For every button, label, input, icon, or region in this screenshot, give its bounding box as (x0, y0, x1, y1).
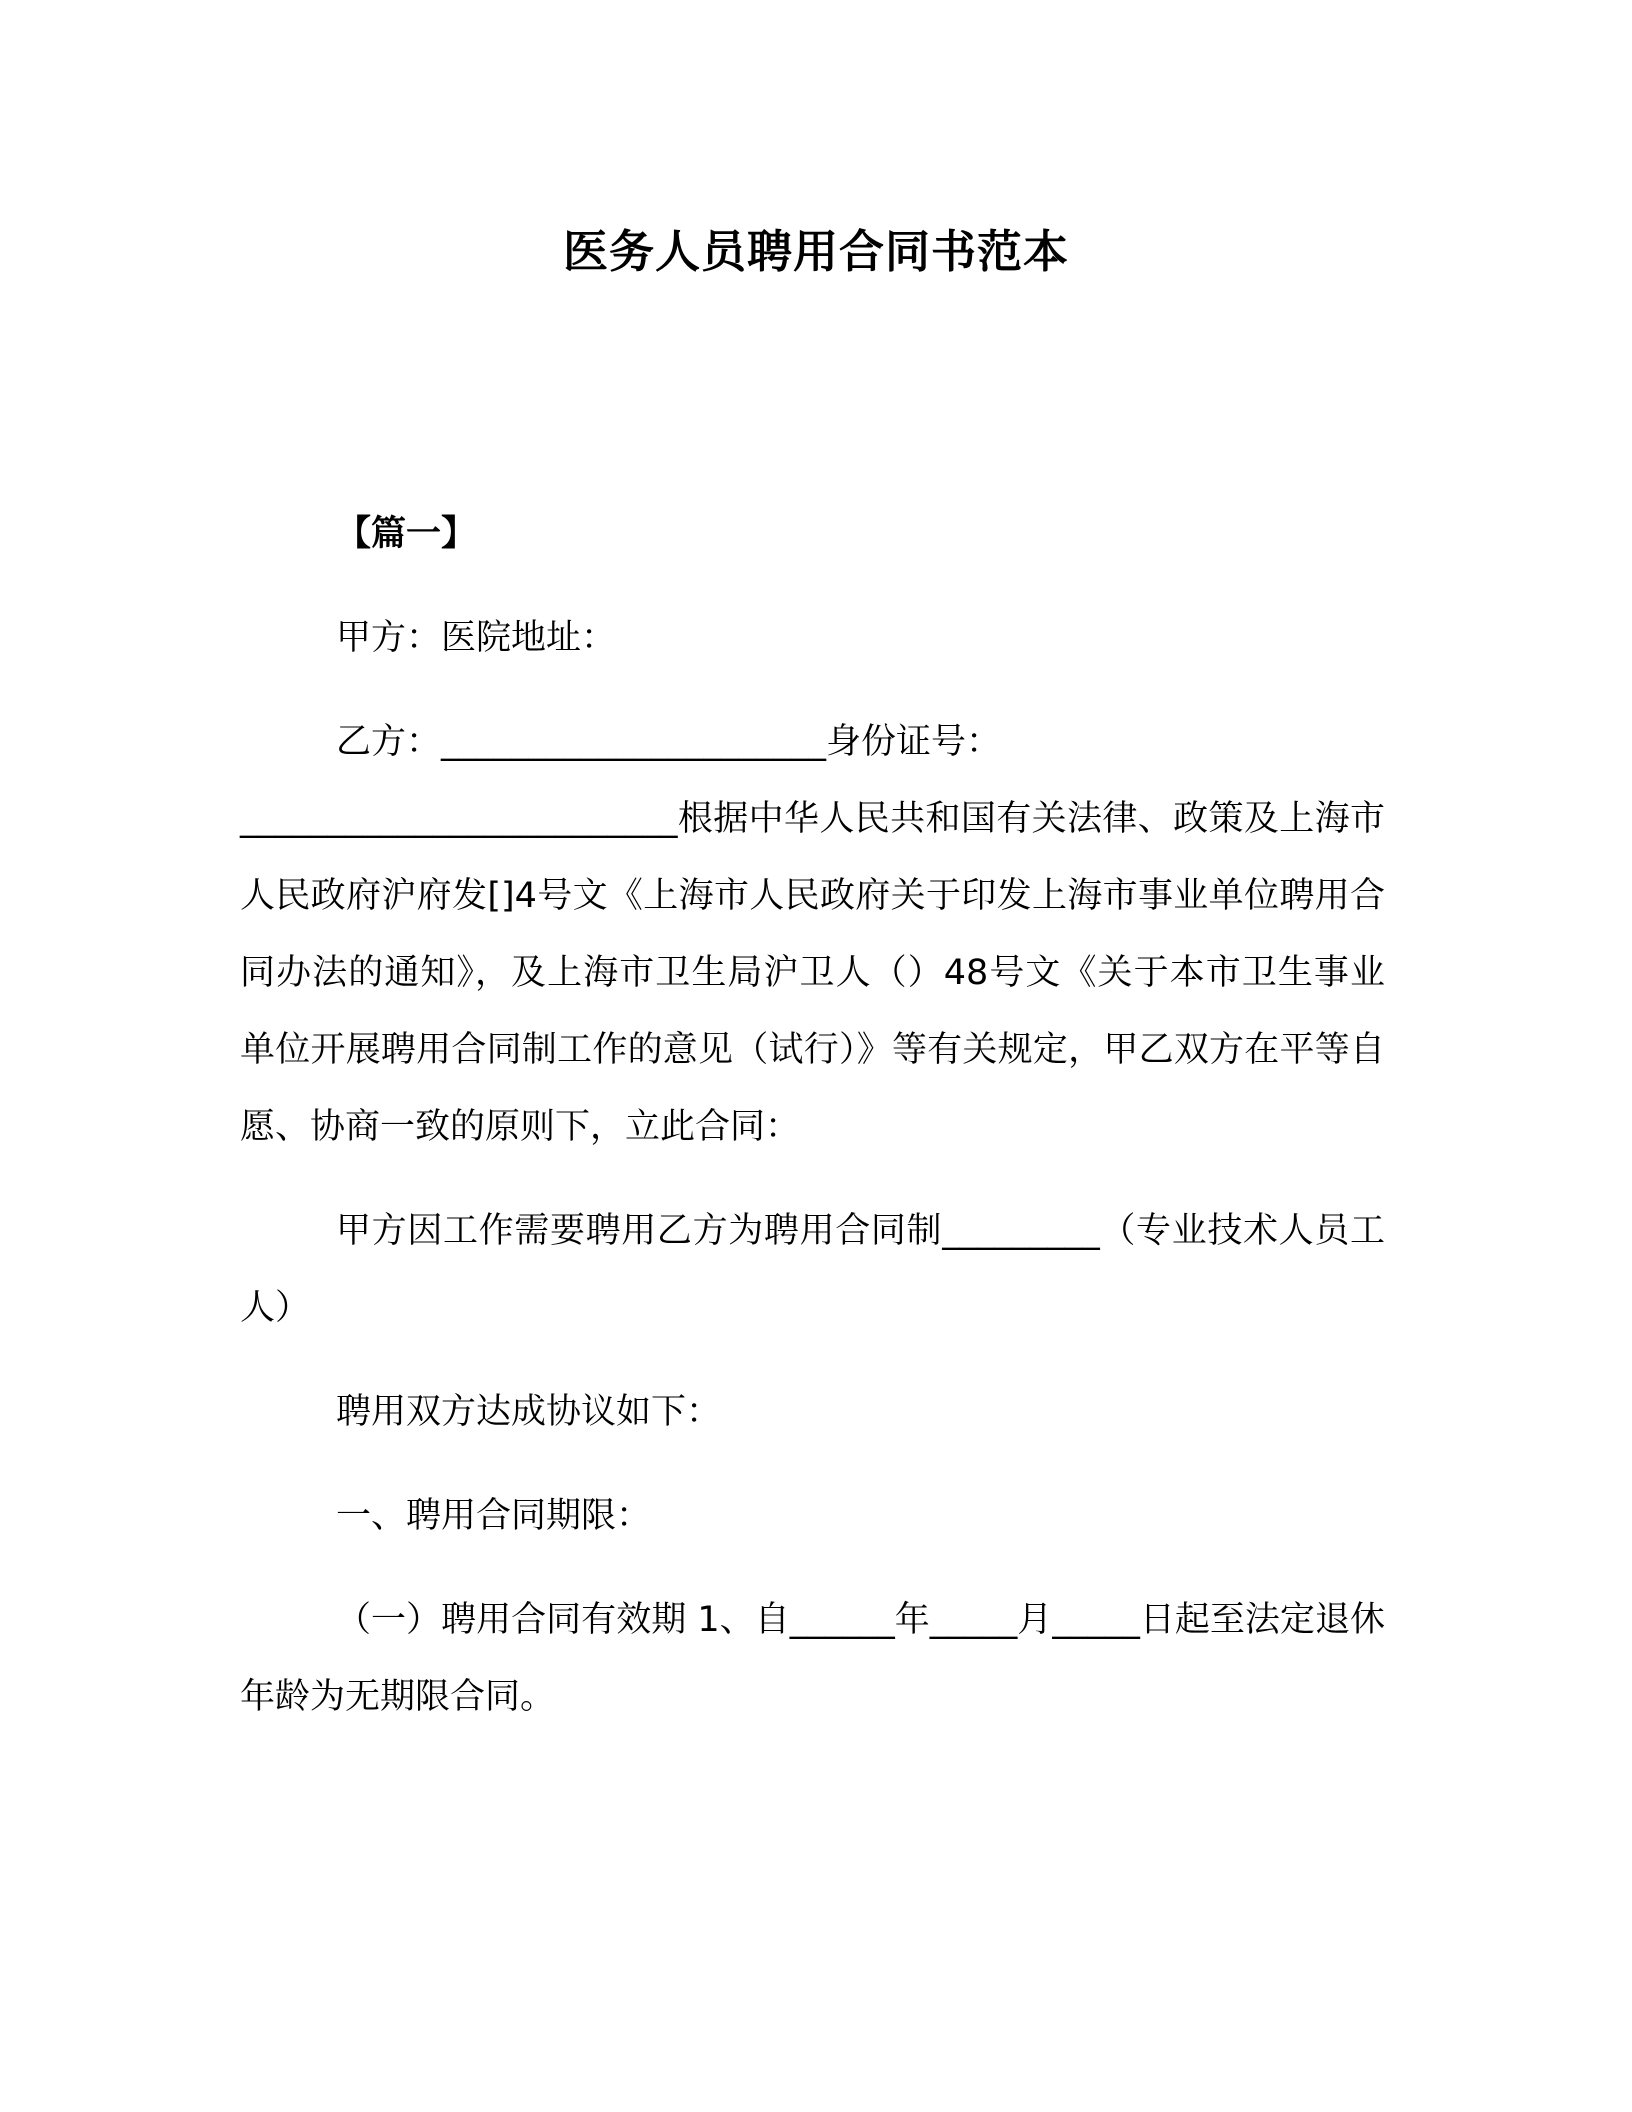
basis-paragraph: _________________________根据中华人民共和国有关法律、政策及上海市人民政府沪府发[]4号文《上海市人民政府关于印发上海市事业单位聘用合同办法的通知》，及上海市卫生局沪卫人（）48号文《关于本市卫生事业单位开展聘用合同制工作的意见（试行）》等有关规定，甲乙双方在平等自愿、协商一致的原则下，立此合同： (240, 799, 1385, 1147)
party-b-line: 乙方：______________________身份证号： (336, 722, 1002, 762)
clause-one-item: （一）聘用合同有效期 1、自______年_____月_____日起至法定退休年龄为无期限合同。 (240, 1600, 1385, 1717)
hire-paragraph: 甲方因工作需要聘用乙方为聘用合同制_________（专业技术人员工人） (240, 1211, 1385, 1328)
document-title: 医务人员聘用合同书范本 (562, 225, 1069, 278)
agreement-intro: 聘用双方达成协议如下： (336, 1392, 722, 1432)
clause-one-heading: 一、聘用合同期限： (336, 1496, 652, 1536)
section-label: 【篇一】 (336, 514, 477, 554)
document-body (240, 496, 1385, 1736)
party-a-line: 甲方：医院地址： (336, 618, 617, 658)
